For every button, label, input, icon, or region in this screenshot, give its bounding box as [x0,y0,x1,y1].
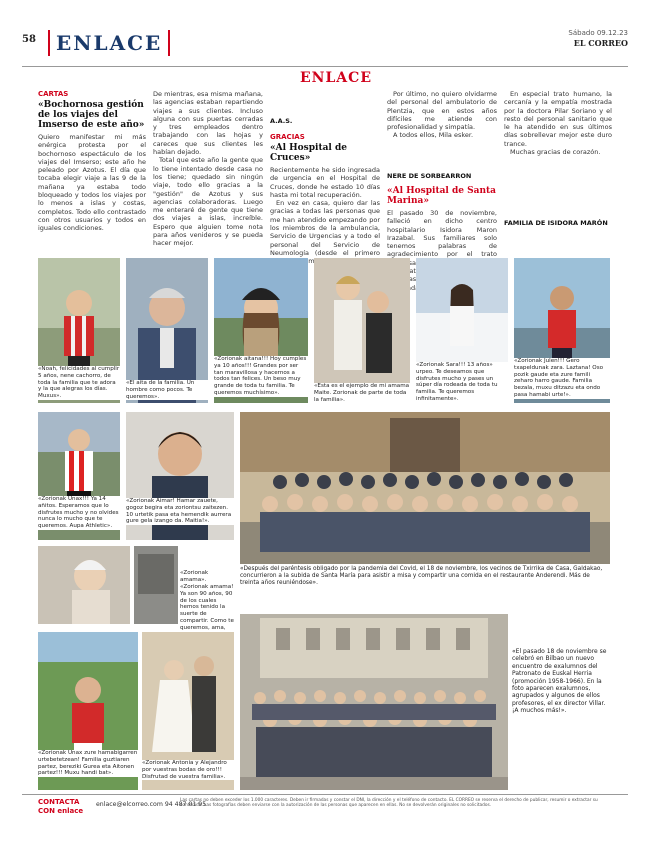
photo-boy-football [38,258,120,403]
gracias-paragraph: A todos ellos, Mila esker. [393,131,474,140]
top-rule [22,66,628,67]
photo-boy-field [38,632,138,790]
hospital-column-2 [504,90,612,227]
photo-boy-portrait [126,412,234,540]
gracias-body [270,166,380,266]
hospital-headline: «Al Hospital de Santa Marina» [387,186,497,206]
hospital-body: El pasado 30 de noviembre, falleció en dicho centro hospitalario Isidora Maron Irazabal. Sus familiares solo tenemos palabras de agradecimiento por el trato [387,209,497,259]
letter-imserso-column-3 [270,90,380,266]
photo-girl-snow [416,258,508,403]
photo-caption-extra: «Zorionak amama! Ya son 90 años, 90 de los cuales hemos tenido la suerte de compartir. Como te queremos, ama, [180,584,234,645]
group-caption: «Después del paréntesis obligado por la pandemia del Covid, el 18 de noviembre, los vecinos de Txirrika de Casa, Galdakao, concurrieron a la subida de Santa María para asistir a misa y compartir una comida en el restaurante Anderendi. Más de treinta años reuniéndose». [240,566,603,586]
photo-image [240,412,610,564]
footer-contacta: CONTACTA [38,798,80,806]
photo-caption: «Noah, felicidades al cumplir 5 años, nene cachorro, de toda la familia que te adora y la que alegras los días. Muxus». [38,366,120,400]
gracias-column-2 [387,90,497,259]
issue-date: Sábado 09.12.23 [568,29,628,37]
gracias-body-cont [387,90,497,170]
photo-grandmother-girl [314,258,410,403]
photo-caption: «El aita de la familia. Un hombre como pocos. Te queremos». [126,380,208,400]
photo-boy-red [514,258,610,403]
section-title: ENLACE [300,70,372,86]
hospital-paragraph: En especial trato humano, la cercanía y la empatía mostrada por la doctora Pilar Soriano y el resto del personal sanitario que le ha atendido en sus últimos días sobrellevar mejor este duro trance. [504,90,612,148]
group-caption: «El pasado 18 de noviembre se celebró en Bilbao un nuevo encuentro de exalumnos del Patronato de Euskal Herria (promoción 1958-1966). En la foto aparecen exalumnos, agrupados y algunos de ellos profesores, el ex director Villar. ¡A muchos más!». [512,648,607,715]
photo-caption: «Zorionak aitana!!! Hoy cumples ya 10 años!!! Grandes por ser tan maravillosa y hacernos a todos tan felices. Un beso muy grande de toda tu familia. Te queremos muchísimo». [214,356,307,396]
footer-contact-line[interactable]: enlace@elcorreo.com 94 487 01 95 [96,801,207,808]
footer-con-enlace: CON enlace [38,807,84,815]
letter-paragraph: Total que este año la gente que lo tiene intentado desde casa no los tiene; quedado sin ningún viaje, todo ello gracias a la "gestión" de Azotus y sus agencias colaboradoras. Luego me enteraré de gente que tiene dos viajes a islas, increíble. Espero que alguien tome nota para años venideros y se pueda hacer mejor. [153,156,263,248]
photo-image [38,546,130,624]
bottom-rule [22,794,628,795]
gracias-paragraph: En vez en casa, quiero dar las gracias a todas las personas que me han atendido empezando por los miembros de la ambulancia, Servicio de Urgencias y a todo el personal del Servicio de Neumología (desde el primero último). [270,199,380,266]
footer-legal: Las cartas no deben exceder los 1.000 caracteres. Deben ir firmadas y constar el DNI, la dirección y el teléfono de contacto. EL CORREO se reserva el derecho de publicar, resumir o extractar su contenido. Las fotografías deben enviarse con la autorización de las personas que aparecen en ellas. No se devolverán originales no solicitados. [180,798,598,809]
photo-caption: «Zorionak Unax zure hamabigarren urtebetetzean! Familia guztiaren partez, bereziki Gurea eta Aitonen partez!!! Muxu handi bat». [38,750,138,777]
photo-amama [38,546,130,624]
photo-caption: «Zorionak Unax!!! Ya 14 añitos. Esperamos que lo disfrutes mucho y no olvides nunca lo mucho que te queremos. Aupa Athletic». [38,496,119,530]
photo-caption: «Zorionak Sara!!! 13 años» urpeo. Te deseamos que disfrutes mucho y pases un súper día rodeada de toda tu familia. Te queremos infinitamente». [416,362,508,403]
gracias-signature: NERE DE SORBEARRON [387,172,472,180]
hospital-paragraph: Muchas gracias de corazón. [510,148,601,157]
newspaper-brand: EL CORREO [573,38,628,48]
photo-caption: «Zorionak amama». [180,570,234,584]
gracias-paragraph: Por último, no quiero olvidarme del personal del ambulatorio de Plentzia, que en estos años difíciles me atiende con profesionalidad y simpatía. [387,90,497,132]
photo-boy-athletic [38,412,120,540]
photo-image [240,614,508,790]
photo-caption: «Esta es el ejemplo de mi amama Maite. Zorionak de parte de toda la familia». [314,383,410,403]
letter-imserso [38,90,146,248]
letter-kicker: CARTAS [38,90,69,98]
letter-signature: A.A.S. [270,117,293,125]
photo-group-galdakao [240,412,610,592]
gracias-headline: «Al Hospital de Cruces» [270,143,348,163]
letter-headline: «Bochornosa gestión de los viajes del Imserso de este año» [38,100,145,130]
photo-caption: «Zorionak Aimar! Hamar zauete, gogoz begira eta zoriontsu zaitezen. 10 urtetik pasa eta hemendik aurrera gure gela izango da. Maitia!». [126,498,234,525]
photo-image [134,546,178,624]
photo-wedding [142,632,234,790]
gracias-kicker: GRACIAS [270,133,305,141]
photo-caption: «Zorionak Antonia y Alejandro por vuestras bodas de oro!!! Disfrutad de vuestra familia». [142,760,234,780]
section-masthead: ENLACE [48,30,170,56]
photo-girl-cap [214,258,308,403]
photo-image [314,258,410,403]
hospital-signature: FAMILIA DE ISIDORA MARÓN [504,219,608,227]
letter-body: Quiero manifestar mi más enérgica protesta por el bochornoso espectáculo de los viajes del Imserso; este año he peleado por Azotus. El día que tocaba elegir viaje a las 9 de la mañana ya estaba todo bloqueado y todos los viajes por lo menos a islas y costas, completos. Todo ello contrastado con otros usuarios y todos en iguales condiciones. [38,133,146,233]
letter-imserso-column-2 [153,90,263,248]
gracias-paragraph: Recientemente he sido ingresada de urgencia en el Hospital de Cruces, donde he estado 10 días hasta mi total recuperación. [270,166,380,199]
photo-elderly-man [126,258,208,403]
letter-paragraph: De mientras, esa misma mañana, las agencias estaban repartiendo viajes a sus clientes. Incluso alguna con sus puertas cerradas y tres empleados dentro trabajando con las hojas y careces que sus clientes les habían dejado. [153,90,263,157]
page-number: 58 [22,34,36,45]
hospital-body-cont [504,90,612,218]
photo-caption: «Zorionak Julen!!! Gero txapeldunak zara. Laztana! Oso pozik gaude eta zure famili zeharo harro gaude. Familia bezala, muxu ditzazu eta ondo pasa hamabi urte!». [514,358,610,399]
photo-group-patronato [240,614,610,790]
